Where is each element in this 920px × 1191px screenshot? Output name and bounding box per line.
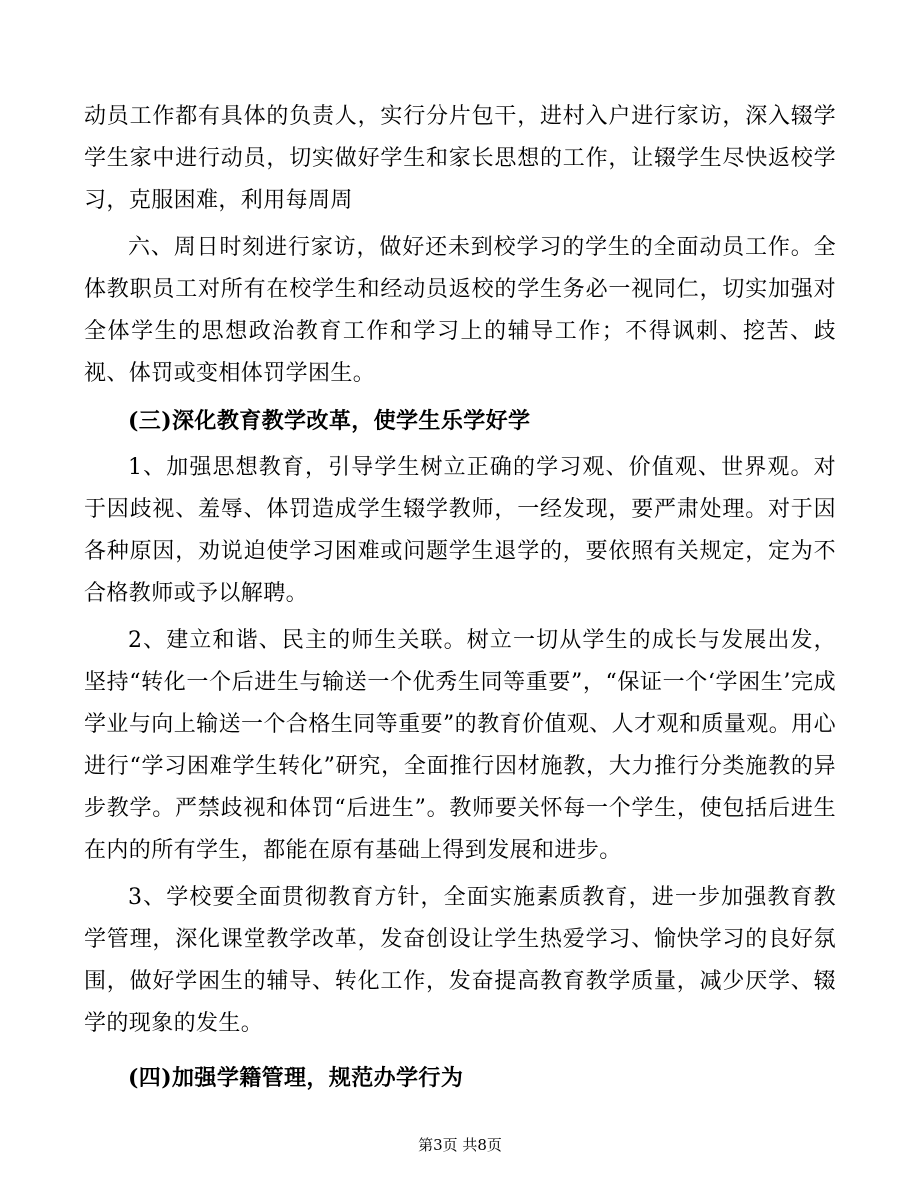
page-footer: 第3页 共8页 — [418, 1136, 502, 1154]
paragraph-item-3: 3、学校要全面贯彻教育方针，全面实施素质教育，进一步加强教育教学管理，深化课堂教学改革，发奋创设让学生热爱学习、愉快学习的良好氛围，做好学困生的辅导、转化工作，发奋提高教育教学质量，减少厌学、辍学的现象的发生。 — [84, 885, 836, 1036]
paragraph-item-1: 1、加强思想教育，引导学生树立正确的学习观、价值观、世界观。对于因歧视、羞辱、体罚造成学生辍学教师，一经发现，要严肃处理。对于因各种原因，劝说迫使学习困难或问题学生退学的，要依照有关规定，定为不合格教师或予以解聘。 — [84, 455, 836, 606]
paragraph-home-visits: 六、周日时刻进行家访，做好还未到校学习的学生的全面动员工作。全体教职员工对所有在校学生和经动员返校的学生务必一视同仁，切实加强对全体学生的思想政治教育工作和学习上的辅导工作；不得讽刺、挖苦、歧视、体罚或变相体罚学困生。 — [84, 235, 836, 386]
paragraph-item-2: 2、建立和谐、民主的师生关联。树立一切从学生的成长与发展出发，坚持“转化一个后进生与输送一个优秀生同等重要”，“保证一个‘学困生’完成学业与向上输送一个合格生同等重要”的教育价值观、人才观和质量观。用心进行“学习困难学生转化”研究，全面推行因材施教，大力推行分类施教的异步教学。严禁歧视和体罚“后进生”。教师要关怀每一个学生，使包括后进生在内的所有学生，都能在原有基础上得到发展和进步。 — [84, 628, 836, 863]
paragraph-continuation: 动员工作都有具体的负责人，实行分片包干，进村入户进行家访，深入辍学学生家中进行动员，切实做好学生和家长思想的工作，让辍学生尽快返校学习，克服困难，利用每周周 — [84, 104, 836, 213]
section-heading-3: (三)深化教育教学改革，使学生乐学好学 — [128, 408, 531, 434]
document-body — [84, 96, 836, 1104]
section-heading-4: (四)加强学籍管理，规范办学行为 — [128, 1065, 464, 1091]
